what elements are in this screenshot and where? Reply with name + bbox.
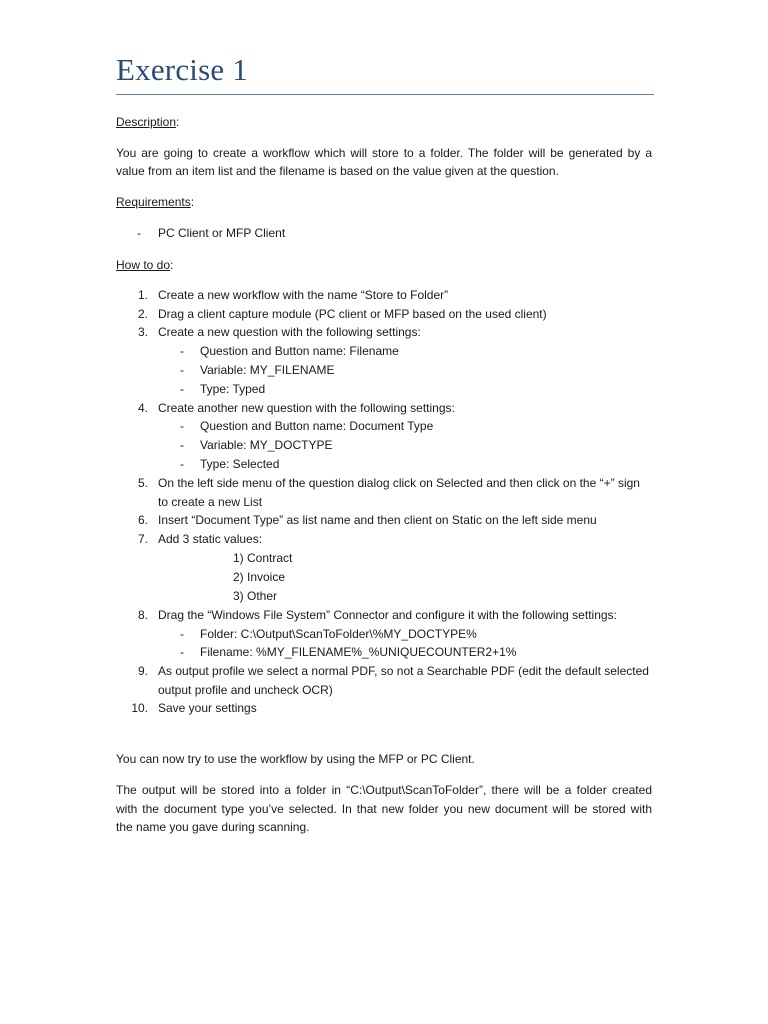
sub-item: Question and Button name: Document Type [200,419,434,433]
step-text: Drag the “Windows File System” Connector and configure it with the following settings: [158,608,617,622]
step-number: 5. [137,476,148,490]
sub-bullet: - [180,419,184,433]
step-number: 1. [137,288,148,302]
step-text: As output profile we select a normal PDF, so not a Searchable PDF (edit the default selected [158,664,649,678]
sub-bullet: - [180,382,184,396]
step-text: Insert “Document Type” as list name and then client on Static on the left side menu [158,513,597,527]
description-line-2: value from an item list and the filename is based on the value given at the question. [116,164,559,178]
sub-item: Type: Selected [200,457,280,471]
static-value: 1) Contract [233,551,293,565]
howto-heading-line: How to do: [116,258,174,272]
requirements-item: PC Client or MFP Client [158,226,286,240]
step-text: Save your settings [158,701,257,715]
closing-paragraph-1: You can now try to use the workflow by using the MFP or PC Client. [116,752,475,766]
howto-heading: How to do [116,258,171,272]
sub-bullet: - [180,627,184,641]
step-number: 4. [137,401,148,415]
sub-item: Variable: MY_DOCTYPE [200,438,333,452]
step-text-continued: to create a new List [158,495,263,509]
page-title: Exercise 1 [116,52,248,87]
step-number: 7. [137,532,148,546]
step-number: 9. [137,664,148,678]
requirements-bullet: - [137,226,141,240]
description-heading: Description [116,115,177,129]
step-text-continued: output profile and uncheck OCR) [158,683,333,697]
description-line-1: You are going to create a workflow which will store to a folder. The folder will be generated by a [116,146,652,160]
sub-item: Type: Typed [200,382,266,396]
sub-bullet: - [180,438,184,452]
requirements-heading: Requirements [116,195,191,209]
step-text: Create a new question with the following settings: [158,325,421,339]
sub-bullet: - [180,344,184,358]
closing-paragraph-2-line-3: the name you gave during scanning. [116,820,310,834]
step-number: 10. [131,701,148,715]
step-text: Drag a client capture module (PC client or MFP based on the used client) [158,307,547,321]
closing-paragraph-2-line-2: with the document type you’ve selected. In that new folder you new document will be stored with [116,802,652,816]
static-value: 2) Invoice [233,570,286,584]
step-number: 2. [137,307,148,321]
step-text: Create another new question with the following settings: [158,401,455,415]
step-text: Add 3 static values: [158,532,263,546]
sub-bullet: - [180,645,184,659]
sub-bullet: - [180,363,184,377]
step-text: Create a new workflow with the name “Store to Folder” [158,288,449,302]
sub-item: Filename: %MY_FILENAME%_%UNIQUECOUNTER2+1% [200,645,517,659]
sub-bullet: - [180,457,184,471]
requirements-heading-line: Requirements: [116,195,195,209]
static-value: 3) Other [233,589,278,603]
sub-item: Question and Button name: Filename [200,344,399,358]
description-heading-line: Description: [116,115,180,129]
step-text: On the left side menu of the question dialog click on Selected and then click on the “+” sign [158,476,640,490]
sub-item: Folder: C:\Output\ScanToFolder\%MY_DOCTYPE% [200,627,477,641]
sub-item: Variable: MY_FILENAME [200,363,335,377]
closing-paragraph-2-line-1: The output will be stored into a folder in “C:\Output\ScanToFolder”, there will be a folder created [116,783,652,797]
title-underline-divider [116,94,654,95]
step-number: 8. [137,608,148,622]
step-number: 6. [137,513,148,527]
step-number: 3. [137,325,148,339]
